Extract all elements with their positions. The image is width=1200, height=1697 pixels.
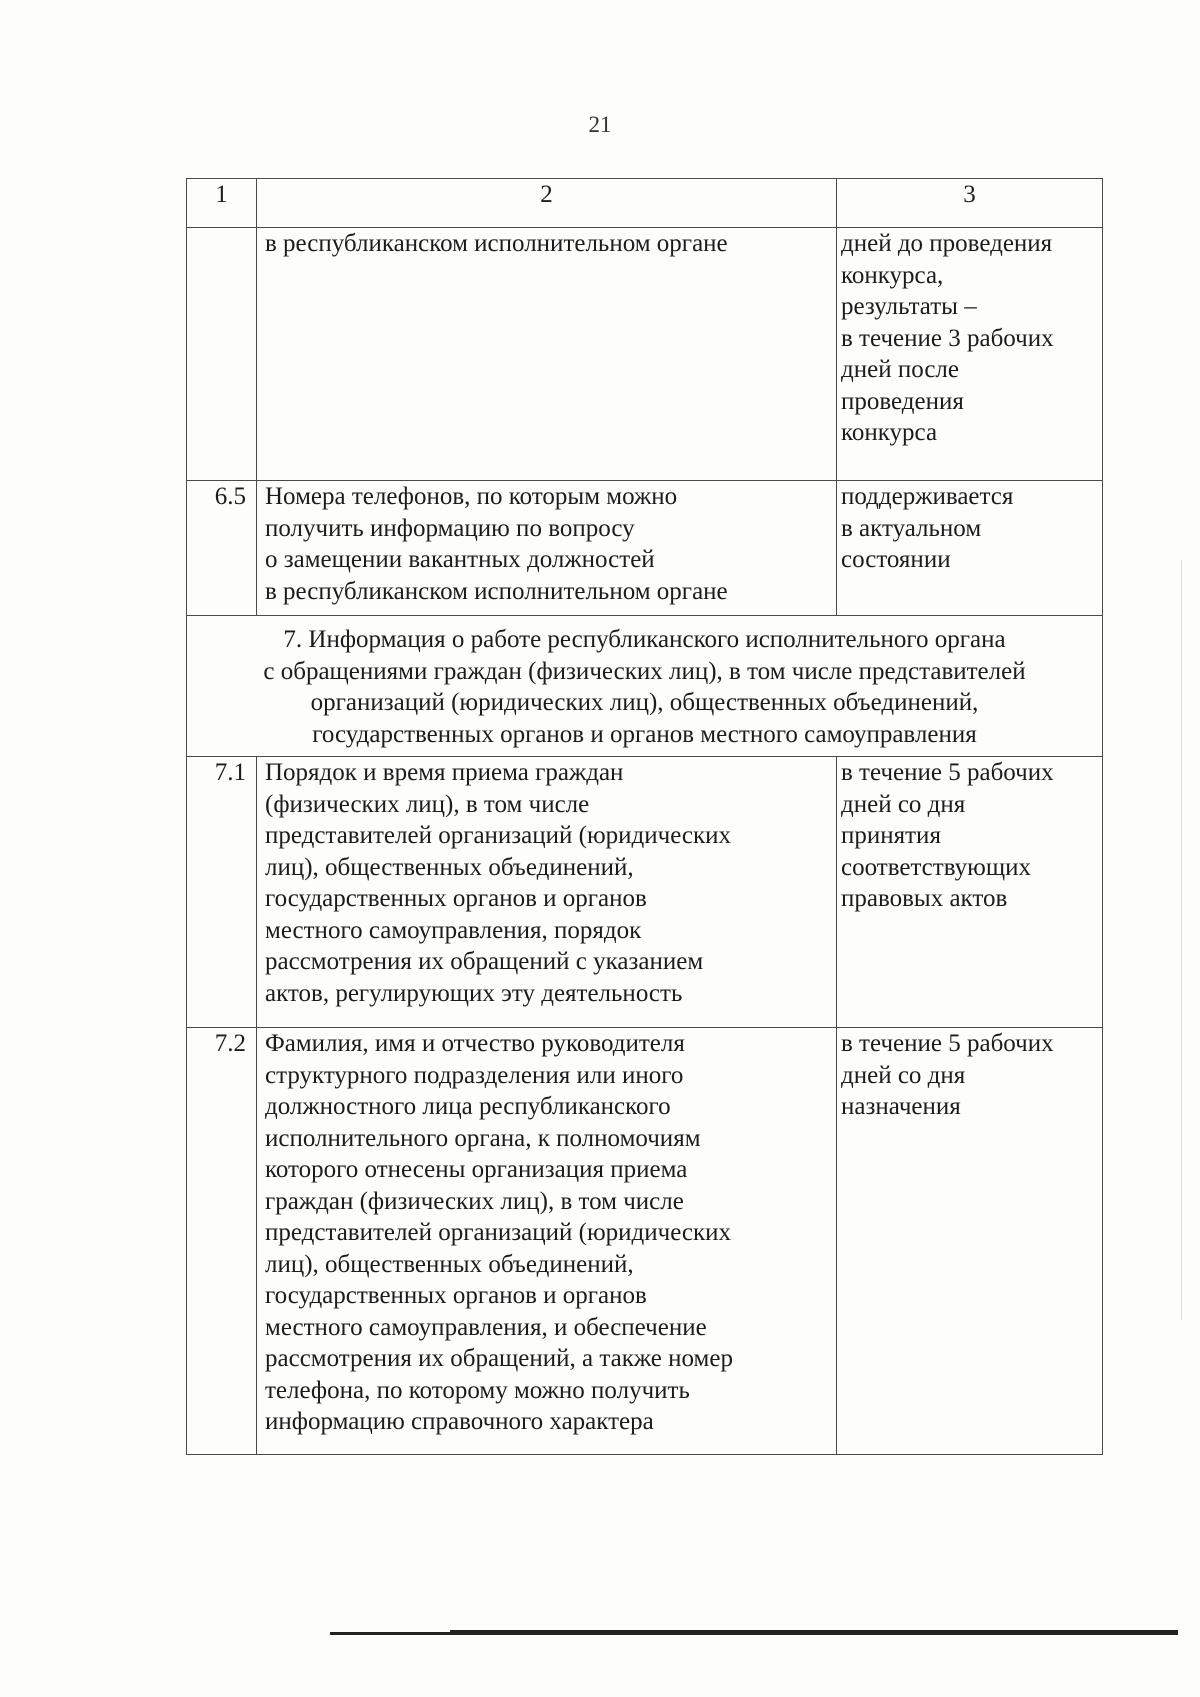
text-line: организаций (юридических лиц), общественных объединений, xyxy=(310,689,979,716)
text-line: в течение 3 рабочих xyxy=(841,324,1054,352)
text-line: Фамилия, имя и отчество руководителя xyxy=(265,1030,685,1057)
table-row xyxy=(187,228,1103,481)
text-line: в республиканском исполнительном органе xyxy=(265,577,728,605)
text-line: правовых актов xyxy=(841,885,1008,912)
text-line: актов, регулирующих эту деятельность xyxy=(265,979,683,1007)
text-line: состоянии xyxy=(841,546,951,573)
text-line: государственных органов и органов xyxy=(265,1282,647,1309)
text-line: которого отнесены организация приема xyxy=(265,1156,688,1183)
text-line: информацию справочного характера xyxy=(265,1408,654,1435)
text-line: соответствующих xyxy=(841,853,1031,881)
text-line: телефона, по которому можно получить xyxy=(265,1376,690,1404)
row-term xyxy=(837,228,1103,481)
text-line: назначения xyxy=(841,1093,961,1120)
text-line: в республиканском исполнительном органе xyxy=(265,230,728,257)
scan-edge-artifact xyxy=(1181,560,1182,1320)
page-number: 21 xyxy=(588,112,612,137)
section-heading xyxy=(187,616,1103,757)
text-line: (физических лиц), в том числе xyxy=(265,790,590,818)
row-description xyxy=(257,481,837,616)
text-line: структурного подразделения или иного xyxy=(265,1061,684,1089)
document-table xyxy=(186,178,1103,1455)
row-term xyxy=(837,481,1103,616)
text-line: лиц), общественных объединений, xyxy=(265,1250,634,1278)
row-number xyxy=(187,228,257,481)
text-line: проведения xyxy=(841,387,964,415)
text-line: в течение 5 рабочих xyxy=(841,1030,1054,1057)
row-number: 7.2 xyxy=(187,1028,257,1455)
text-line: в течение 5 рабочих xyxy=(841,759,1054,786)
text-line: рассмотрения их обращений с указанием xyxy=(265,948,704,975)
row-description xyxy=(257,228,837,481)
column-header-2: 2 xyxy=(257,179,837,228)
text-line: граждан (физических лиц), в том числе xyxy=(265,1187,684,1215)
table-row xyxy=(187,1028,1103,1455)
text-line: дней до проведения xyxy=(841,230,1053,257)
column-header-3: 3 xyxy=(837,179,1103,228)
text-line: с обращениями граждан (физических лиц), в том числе представителей xyxy=(263,657,1026,685)
row-term xyxy=(837,757,1103,1028)
row-description xyxy=(257,757,837,1028)
text-line: о замещении вакантных должностей xyxy=(265,546,655,573)
row-term xyxy=(837,1028,1103,1455)
bottom-rule xyxy=(330,1630,1178,1635)
text-line: государственных органов и органов xyxy=(265,885,647,912)
text-line: представителей организаций (юридических xyxy=(265,822,732,849)
text-line: 7. Информация о работе республиканского исполнительного органа xyxy=(283,626,1006,653)
section-heading-row xyxy=(187,616,1103,757)
text-line: дней со дня xyxy=(841,790,966,818)
text-line: конкурса xyxy=(841,419,938,446)
text-line: дней со дня xyxy=(841,1061,966,1089)
text-line: должностного лица республиканского xyxy=(265,1093,671,1120)
text-line: Порядок и время приема граждан xyxy=(265,759,624,786)
text-line: государственных органов и органов местного самоуправления xyxy=(312,720,977,748)
row-number: 7.1 xyxy=(187,757,257,1028)
column-header-1: 1 xyxy=(187,179,257,228)
table-row xyxy=(187,481,1103,616)
text-line: дней после xyxy=(841,356,959,383)
text-line: лиц), общественных объединений, xyxy=(265,853,634,881)
text-line: исполнительного органа, к полномочиям xyxy=(265,1124,701,1152)
text-line: местного самоуправления, порядок xyxy=(265,916,642,944)
text-line: принятия xyxy=(841,822,941,849)
text-line: результаты – xyxy=(841,293,977,320)
row-number: 6.5 xyxy=(187,481,257,616)
text-line: поддерживается xyxy=(841,483,1014,510)
text-line: рассмотрения их обращений, а также номер xyxy=(265,1345,733,1372)
text-line: получить информацию по вопросу xyxy=(265,514,635,542)
text-line: представителей организаций (юридических xyxy=(265,1219,732,1246)
table-header-row xyxy=(187,179,1103,228)
table-row xyxy=(187,757,1103,1028)
text-line: Номера телефонов, по которым можно xyxy=(265,483,678,510)
text-line: конкурса, xyxy=(841,261,944,289)
text-line: в актуальном xyxy=(841,514,982,542)
row-description xyxy=(257,1028,837,1455)
text-line: местного самоуправления, и обеспечение xyxy=(265,1313,707,1341)
